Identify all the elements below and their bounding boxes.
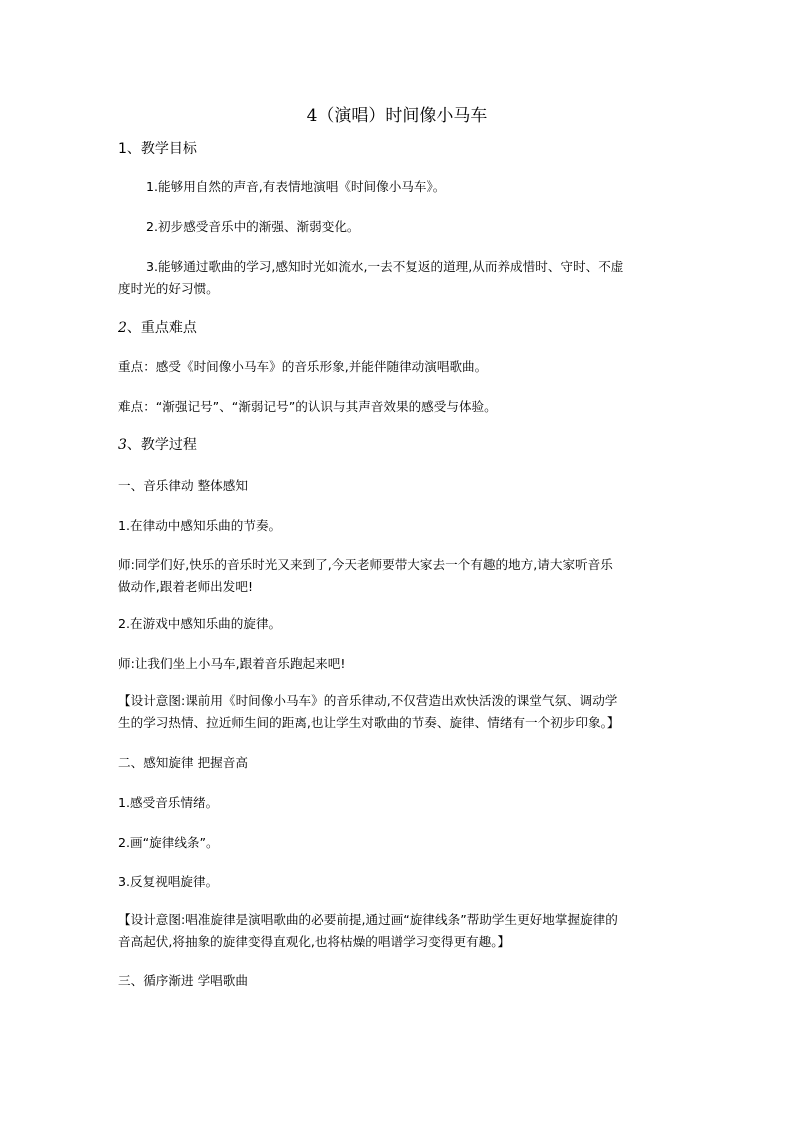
section-heading-process (118, 434, 678, 456)
goal-item (118, 176, 678, 198)
teacher-line (118, 554, 678, 598)
goal-text-line2: 度时光的好习惯。 (118, 281, 219, 296)
step-item: 3.反复视唱旋律。 (118, 874, 219, 889)
teacher-line: 师:让我们坐上小马车,跟着音乐跑起来吧! (118, 656, 346, 671)
design-intent-line1: 【设计意图:课前用《时间像小马车》的音乐律动,不仅营造出欢快活泼的课堂气氛、调动学 (118, 693, 618, 708)
goal-item (118, 256, 678, 300)
section-number: 2 (118, 320, 127, 336)
page-title: 4（演唱）时间像小马车 (306, 106, 488, 126)
design-intent-line1: 【设计意图:唱准旋律是演唱歌曲的必要前提,通过画“旋律线条”帮助学生更好地掌握旋律的 (118, 912, 618, 927)
key-point: 重点：感受《时间像小马车》的音乐形象,并能伴随律动演唱歌曲。 (118, 359, 488, 374)
goal-item (118, 216, 678, 238)
design-intent (118, 690, 678, 734)
subsection-heading: 三、循序渐进 学唱歌曲 (118, 973, 248, 988)
step-item: 1.在律动中感知乐曲的节奏。 (118, 518, 282, 533)
section-heading-keypoints (118, 317, 678, 339)
design-intent (118, 909, 678, 953)
section-heading-text: 、教学过程 (126, 437, 197, 453)
difficulty-point: 难点：“渐强记号”、“渐弱记号”的认识与其声音效果的感受与体验。 (118, 399, 497, 414)
goal-text: 2.初步感受音乐中的渐强、渐弱变化。 (146, 219, 360, 234)
step-item: 1.感受音乐情绪。 (118, 795, 219, 810)
subsection-heading: 二、感知旋律 把握音高 (118, 755, 248, 770)
teacher-line-2: 做动作,跟着老师出发吧! (118, 579, 253, 594)
design-intent-line2: 音高起伏,将抽象的旋律变得直观化,也将枯燥的唱谱学习变得更有趣。】 (118, 934, 511, 949)
goal-text-line1: 3.能够通过歌曲的学习,感知时光如流水,一去不复返的道理,从而养成惜时、守时、不虚 (146, 259, 624, 274)
section-heading-goals: 1、教学目标 (118, 141, 197, 157)
section-number: 3 (118, 437, 127, 453)
design-intent-line2: 生的学习热情、拉近师生间的距离,也让学生对歌曲的节奏、旋律、情绪有一个初步印象。】 (118, 715, 620, 730)
teacher-line-1: 师:同学们好,快乐的音乐时光又来到了,今天老师要带大家去一个有趣的地方,请大家听音乐 (118, 557, 613, 572)
step-item: 2.在游戏中感知乐曲的旋律。 (118, 616, 282, 631)
subsection-heading: 一、音乐律动 整体感知 (118, 478, 248, 493)
section-heading-text: 、重点难点 (126, 320, 197, 336)
step-item: 2.画“旋律线条”。 (118, 835, 219, 850)
goal-text: 1.能够用自然的声音,有表情地演唱《时间像小马车》。 (146, 179, 446, 194)
